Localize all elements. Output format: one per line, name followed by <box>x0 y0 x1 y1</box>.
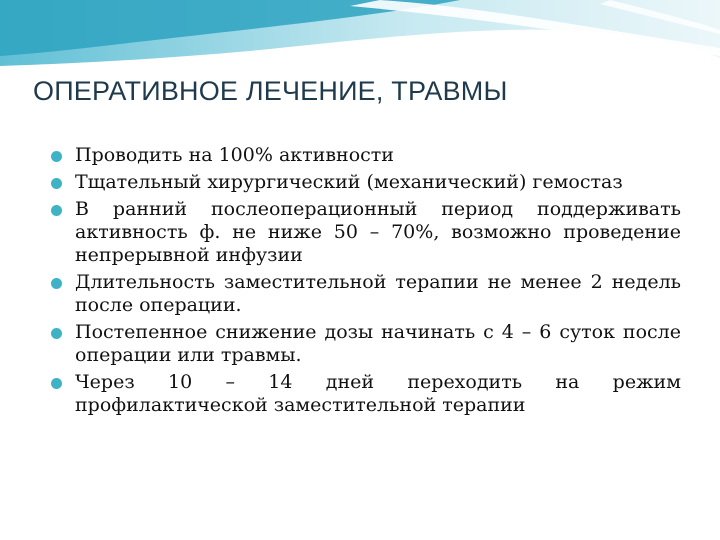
header-wave-decoration <box>0 0 720 80</box>
bullet-dot-icon <box>51 328 62 339</box>
bullet-item <box>51 171 681 194</box>
bullet-item <box>51 198 681 267</box>
bullet-item <box>51 321 681 367</box>
bullet-item <box>51 271 681 317</box>
bullet-dot-icon <box>51 278 62 289</box>
bullet-dot-icon <box>51 205 62 216</box>
slide-title: ОПЕРАТИВНОЕ ЛЕЧЕНИЕ, ТРАВМЫ <box>33 76 508 106</box>
bullet-dot-icon <box>51 151 62 162</box>
bullet-item <box>51 371 681 417</box>
bullet-text: Длительность заместительной терапии не менее 2 недель после операции. <box>75 271 681 316</box>
bullet-item <box>51 144 681 167</box>
bullet-dot-icon <box>51 378 62 389</box>
bullet-list <box>51 144 681 421</box>
bullet-dot-icon <box>51 178 62 189</box>
bullet-text: Постепенное снижение дозы начинать с 4 – 6 суток после операции или травмы. <box>75 321 681 366</box>
bullet-text: Тщательный хирургический (механический) гемостаз <box>75 171 623 193</box>
bullet-text: Проводить на 100% активности <box>75 144 394 166</box>
bullet-text: В ранний послеоперационный период поддерживать активность ф. не ниже 50 – 70%, возможно проведение непрерывной инфузии <box>75 198 681 266</box>
bullet-text: Через 10 – 14 дней переходить на режим профилактической заместительной терапии <box>75 371 681 416</box>
